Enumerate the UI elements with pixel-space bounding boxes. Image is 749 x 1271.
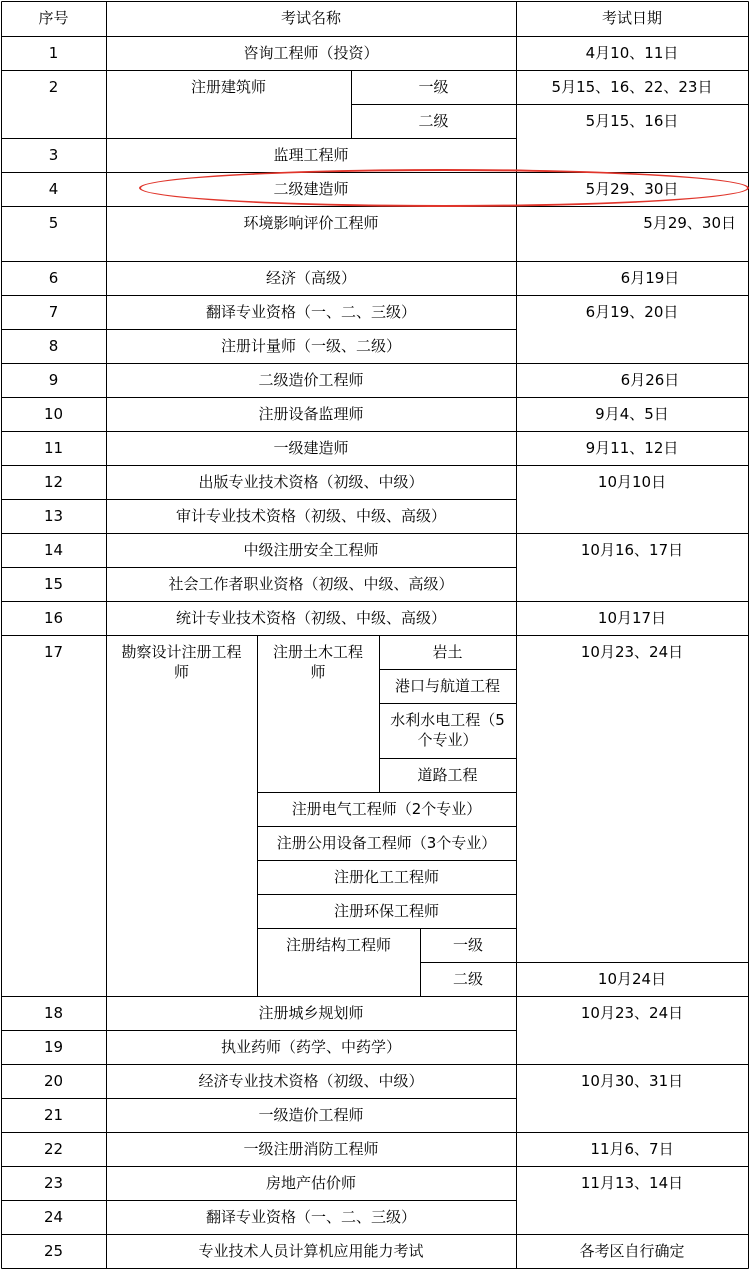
exam-name-cell: 社会工作者职业资格（初级、中级、高级） bbox=[168, 575, 454, 593]
exam-date-cell: 10月16、17日 bbox=[580, 541, 684, 559]
seq-cell: 10 bbox=[43, 405, 64, 423]
exam-name-cell: 统计专业技术资格（初级、中级、高级） bbox=[175, 609, 446, 627]
exam-name-cell: 环境影响评价工程师 bbox=[243, 214, 379, 232]
seq-cell: 7 bbox=[48, 303, 59, 321]
exam-name-cell: 勘察设计注册工程师 bbox=[121, 643, 242, 681]
seq-cell: 16 bbox=[43, 609, 64, 627]
exam-name-cell: 注册城乡规划师 bbox=[258, 1004, 364, 1022]
seq-cell: 17 bbox=[43, 643, 64, 661]
exam-date-cell: 11月6、7日 bbox=[590, 1140, 674, 1158]
seq-cell: 20 bbox=[43, 1072, 64, 1090]
exam-date-cell: 6月19日 bbox=[620, 269, 680, 287]
seq-cell: 8 bbox=[48, 337, 59, 355]
seq-cell: 24 bbox=[43, 1208, 64, 1226]
exam-name-cell: 注册设备监理师 bbox=[258, 405, 364, 423]
exam-name-cell: 执业药师（药学、中药学） bbox=[220, 1038, 401, 1056]
seq-cell: 5 bbox=[48, 214, 59, 232]
seq-cell: 21 bbox=[43, 1106, 64, 1124]
seq-cell: 19 bbox=[43, 1038, 64, 1056]
sub-exam-cell: 注册结构工程师 bbox=[285, 936, 391, 954]
sub-exam-cell: 注册电气工程师（2个专业） bbox=[291, 800, 482, 818]
sub-exam-cell: 注册公用设备工程师（3个专业） bbox=[276, 834, 497, 852]
exam-name-cell: 咨询工程师（投资） bbox=[243, 44, 379, 62]
exam-date-cell: 9月4、5日 bbox=[595, 405, 669, 423]
exam-date-cell: 9月11、12日 bbox=[585, 439, 679, 457]
seq-cell: 2 bbox=[48, 78, 59, 96]
exam-date-cell: 5月15、16、22、23日 bbox=[551, 78, 713, 96]
exam-name-cell: 一级造价工程师 bbox=[258, 1106, 364, 1124]
exam-name-cell: 二级建造师 bbox=[273, 180, 349, 198]
exam-name-cell: 中级注册安全工程师 bbox=[243, 541, 379, 559]
seq-cell: 12 bbox=[43, 473, 64, 491]
seq-cell: 23 bbox=[43, 1174, 64, 1192]
level-cell: 一级 bbox=[452, 936, 483, 954]
exam-name-cell: 出版专业技术资格（初级、中级） bbox=[198, 473, 424, 491]
level-cell: 二级 bbox=[418, 112, 449, 130]
seq-cell: 3 bbox=[48, 146, 59, 164]
exam-name-cell: 翻译专业资格（一、二、三级） bbox=[205, 1208, 416, 1226]
exam-name-cell: 经济（高级） bbox=[265, 269, 356, 287]
sub-exam-cell: 注册化工工程师 bbox=[333, 868, 439, 886]
exam-name-cell: 翻译专业资格（一、二、三级） bbox=[205, 303, 416, 321]
exam-name-cell: 审计专业技术资格（初级、中级、高级） bbox=[175, 507, 446, 525]
exam-date-cell: 6月19、20日 bbox=[585, 303, 679, 321]
level-cell: 二级 bbox=[452, 970, 483, 988]
exam-name-cell: 注册建筑师 bbox=[190, 78, 266, 96]
exam-name-cell: 专业技术人员计算机应用能力考试 bbox=[198, 1242, 424, 1260]
exam-name-cell: 一级建造师 bbox=[273, 439, 349, 457]
exam-date-cell: 5月15、16日 bbox=[585, 112, 679, 130]
exam-date-cell: 6月26日 bbox=[620, 371, 680, 389]
seq-cell: 1 bbox=[48, 44, 59, 62]
seq-cell: 18 bbox=[43, 1004, 64, 1022]
seq-cell: 25 bbox=[43, 1242, 64, 1260]
specialty-cell: 港口与航道工程 bbox=[394, 677, 500, 695]
seq-cell: 15 bbox=[43, 575, 64, 593]
exam-name-cell: 房地产估价师 bbox=[265, 1174, 356, 1192]
level-cell: 一级 bbox=[418, 78, 449, 96]
exam-name-cell: 二级造价工程师 bbox=[258, 371, 364, 389]
exam-date-cell: 各考区自行确定 bbox=[579, 1242, 685, 1260]
seq-cell: 4 bbox=[48, 180, 59, 198]
exam-date-cell: 10月10日 bbox=[597, 473, 667, 491]
seq-cell: 9 bbox=[48, 371, 59, 389]
sub-exam-cell: 注册土木工程师 bbox=[272, 643, 363, 681]
exam-date-cell: 10月24日 bbox=[597, 970, 667, 988]
seq-cell: 6 bbox=[48, 269, 59, 287]
header-date: 考试日期 bbox=[601, 9, 662, 27]
specialty-cell: 道路工程 bbox=[417, 766, 478, 784]
exam-name-cell: 监理工程师 bbox=[273, 146, 349, 164]
header-name: 考试名称 bbox=[280, 9, 341, 27]
sub-exam-cell: 注册环保工程师 bbox=[333, 902, 439, 920]
exam-date-cell: 4月10、11日 bbox=[585, 44, 679, 62]
exam-date-cell: 10月23、24日 bbox=[580, 643, 684, 661]
exam-name-cell: 经济专业技术资格（初级、中级） bbox=[198, 1072, 424, 1090]
exam-name-cell: 注册计量师（一级、二级） bbox=[220, 337, 401, 355]
exam-date-cell: 5月29、30日 bbox=[585, 180, 679, 198]
seq-cell: 22 bbox=[43, 1140, 64, 1158]
specialty-cell: 岩土 bbox=[432, 643, 463, 661]
seq-cell: 13 bbox=[43, 507, 64, 525]
seq-cell: 11 bbox=[43, 439, 64, 457]
exam-date-cell: 5月29、30日 bbox=[643, 214, 736, 232]
exam-date-cell: 10月23、24日 bbox=[580, 1004, 684, 1022]
exam-name-cell: 一级注册消防工程师 bbox=[243, 1140, 379, 1158]
specialty-cell: 水利水电工程（5个专业） bbox=[390, 711, 505, 749]
seq-cell: 14 bbox=[43, 541, 64, 559]
exam-date-cell: 10月17日 bbox=[597, 609, 667, 627]
exam-date-cell: 10月30、31日 bbox=[580, 1072, 684, 1090]
header-seq: 序号 bbox=[38, 9, 69, 27]
exam-date-cell: 11月13、14日 bbox=[580, 1174, 684, 1192]
